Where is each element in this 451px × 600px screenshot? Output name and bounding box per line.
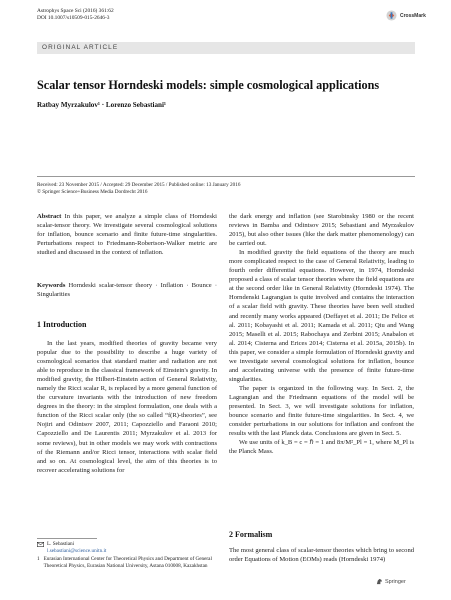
article-type: ORIGINAL ARTICLE [42, 44, 119, 51]
right-paragraph-3: We use units of k_B = c = ℏ = 1 and 8π/M²_Pl = 1, where M_Pl is the Planck Mass. [229, 439, 414, 456]
crossmark-label: CrossMark [400, 12, 426, 19]
crossmark-badge[interactable] [386, 10, 426, 21]
abstract-label: Abstract [37, 213, 62, 220]
journal-doi: DOI 10.1007/s10509-015-2646-3 [37, 15, 110, 21]
received-dates [37, 182, 417, 195]
contact-email[interactable]: l.sebastiani@science.unitn.it [47, 547, 107, 554]
right-paragraph-1: In modified gravity the field equations of the theory are much more complicated respect to the case of General Relativity, leading to fourth order differential equations. However, in 1974, Horndeski proposed a class of scalar tensor theories where the field equations are at the second order like in General Relativity (Horndeski 1974). The Horndenski Lagrangian is quite involved and contains the interaction of a scalar field with gravity. These theories have been well studied and recently many works appeared (Deffayet et al. 2011; De Felice et al. 2011; Kobayashi et al. 2011; Kamada et al. 2011; Qiu and Wang 2015; Maselli et al. 2015; Rabochaya and Zerbini 2015; Anabalon et al. 2014; Cisterna and Erices 2014; Cisterna et al. 2015a, 2015b). In this paper, we consider a simple formulation of Horndeski gravity and we investigate several cosmological solutions for inflation, bounce and accelerating universe with the presence of finite future-time singularities. [229, 249, 414, 383]
crossmark-icon [386, 10, 397, 21]
publisher-name: Springer [385, 578, 406, 585]
right-paragraph-0: the dark energy and inflation (see Starobinsky 1980 or the recent reviews in Bamba and Odintsov 2015; Sebastiani and Myrzakulov 2015), but also other issues (like the dark matter phenomenology) can be carried out. [229, 213, 414, 248]
springer-horse-icon [376, 578, 383, 585]
section-heading-introduction: 1 Introduction [37, 320, 87, 329]
formalism-paragraph: The most general class of scalar-tensor theories which bring to second order Equations of Motion (EOMs) reads (Horndeski 1974) [229, 547, 414, 564]
keywords [37, 281, 217, 299]
received-line: Received: 23 November 2015 / Accepted: 29 December 2015 / Published online: 13 January 2016 [37, 182, 241, 188]
affiliation-text: Eurasian International Center for Theoretical Physics and Department of General Theoretical Physics, Eurasian National University, Astana 010008, Kazakhstan [43, 556, 212, 569]
right-column-text [229, 212, 414, 456]
keywords-text: Horndeski scalar-tensor theory · Inflation · Bounce · Singularities [37, 282, 217, 299]
affiliation-mark: 1 [37, 556, 40, 562]
introduction-paragraph: In the last years, modified theories of gravity became very popular due to the possibility to describe a huge variety of cosmological scenarios that standard matter and radiation are not able to reproduce in the classical framework of Einstein's gravity. In modified gravity, the Hilbert-Einstein action of General Relativity, namely the Ricci scalar R, is replaced by a more general function of the curvature invariants with the introduction of new freedom degrees in the theory: in the simplest formulation, one deals with a function of the Ricci scalar only (the so called “f(R)-theories”, see Nojiri and Odintsov 2007, 2011; Capozziello and Faraoni 2010; Capozziello and De Laurentis 2011; Myrzakulov et al. 2013 for some reviews), but in other models we may work with contractions of the Riemann and/or Ricci tensor, interactions with scalar field and so on. At cosmological level, the aim of this theories is to recover accelerating solutions for [37, 340, 217, 474]
journal-info [37, 8, 114, 22]
envelope-icon [37, 542, 44, 547]
publisher-footer [376, 578, 406, 585]
abstract [37, 212, 217, 257]
contact-name: L. Sebastiani [47, 541, 75, 547]
abstract-text: In this paper, we analyze a simple class of Horndeski scalar-tensor theory. We investigate several cosmological solutions for inflation, bounce scenario and finite future-time singularities. Perturbations respect to Friedmann-Robertson-Walker metric are studied and discussed in the context of inflation. [37, 213, 217, 257]
paper-title: Scalar tensor Horndeski models: simple cosmological applications [37, 78, 380, 92]
right-paragraph-2: The paper is organized in the following way. In Sect. 2, the Lagrangian and the Friedmann equations of the model will be presented. In Sect. 3, we will investigate solutions for inflation, bounce scenario and finite future-time singularities. In Sect. 4, we consider perturbations in our solutions for inflation and confront the results with the last Planck data. Conclusions are given in Sect. 5. [229, 384, 414, 438]
keywords-label: Keywords [37, 282, 66, 289]
author-list: Ratbay Myrzakulov¹ · Lorenzo Sebastiani¹ [37, 101, 167, 109]
formalism-body [229, 546, 414, 564]
section-heading-formalism: 2 Formalism [229, 530, 273, 539]
divider [37, 176, 415, 177]
footnote [37, 541, 217, 569]
footnote-divider [37, 538, 97, 539]
copyright-line: © Springer Science+Business Media Dordrecht 2016 [37, 188, 148, 195]
introduction-body [37, 339, 217, 475]
journal-citation: Astrophys Space Sci (2016) 361:62 [37, 8, 114, 14]
